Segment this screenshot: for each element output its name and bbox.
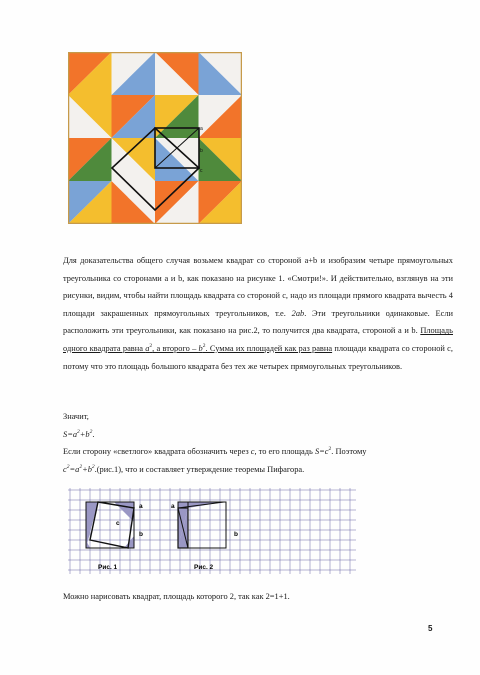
grid-lines [68,488,356,574]
formula-2ab: 2ab [291,308,305,318]
exponent: 2 [149,343,153,350]
exponent: 2 [89,428,93,435]
exponent: 2 [328,446,332,453]
text-run: , то его площадь [254,447,315,457]
page-number: 5 [428,624,433,633]
text-run: Площадь одного квадрата равна [63,326,453,353]
text-run: площади квадрата со стороной c, потому что это площадь большого квадрата без тех же четырех прямоугольных треугольников. [63,343,453,371]
text-run: c [63,464,67,474]
fig2-label-b: b [234,531,238,538]
exponent: 2 [202,343,206,350]
fig1-drawing [86,502,143,548]
text-run: =a [69,464,80,474]
formula-a: a [145,343,150,353]
conclusion-paragraph [63,408,453,478]
exponent: 2 [66,463,70,470]
fig2-label-a: a [171,503,175,510]
conclusion-label: Значит, [63,412,89,421]
fig2-caption: Рис. 2 [194,564,214,571]
text-run: , а второго – [152,343,199,353]
equation-s [63,428,95,439]
text-run: +b [79,429,90,439]
fig1-label-a: a [139,503,143,510]
exponent: 2 [79,463,83,470]
text-run: . Поэтому [331,447,367,457]
text-run: +b [82,464,92,474]
exponent: 2 [77,428,80,435]
text-run: S=a [63,429,78,439]
closing-sentence: Можно нарисовать квадрат, площадь которого 2, так как 2=1+1. [63,592,290,601]
fig1-caption: Рис. 1 [98,564,118,571]
mosaic-label-c: c [200,168,203,174]
pythagoras-mosaic-figure [68,52,242,224]
text-run: . [92,429,95,439]
exponent: 2 [91,463,95,470]
text-run: .(рис.1), что и составляет утверждение теоремы Пифагора. [94,464,305,474]
formula-b: b [198,343,203,353]
equation-pythagoras [63,465,95,474]
grid-figure [68,488,356,574]
text-run: Если сторону «светлого» квадрата обозначить через [63,447,251,457]
proof-paragraph [63,252,453,375]
mosaic-label-a: a [200,126,203,132]
fig1-label-c: c [116,520,120,527]
fig2-drawing [171,502,238,548]
formula-sc: S=c [314,447,329,457]
fig1-label-b: b [139,531,143,538]
formula-c: c [250,447,255,457]
text-run: Для доказательства общего случая возьмем квадрат со стороной a+b и изобразим четыре прямоугольных треугольника со сторонами a и b, как показано на рисунке 1. «Смотри!». И действительно, взглянув на эти рисунки, видим, чтобы найти площадь квадрата со стороной c, надо из площади прямого квадрата вычесть 4 площади закрашенных прямоугольных треугольников, т.е. [63,256,453,318]
text-run: . Эти треугольники одинаковые. Если расположить эти треугольники, как показано на рис.2, то получится два квадрата, стороной a и b. [63,308,453,336]
mosaic-label-b: b [200,148,203,154]
text-run: . Сумма их площадей как раз равна [205,343,333,353]
